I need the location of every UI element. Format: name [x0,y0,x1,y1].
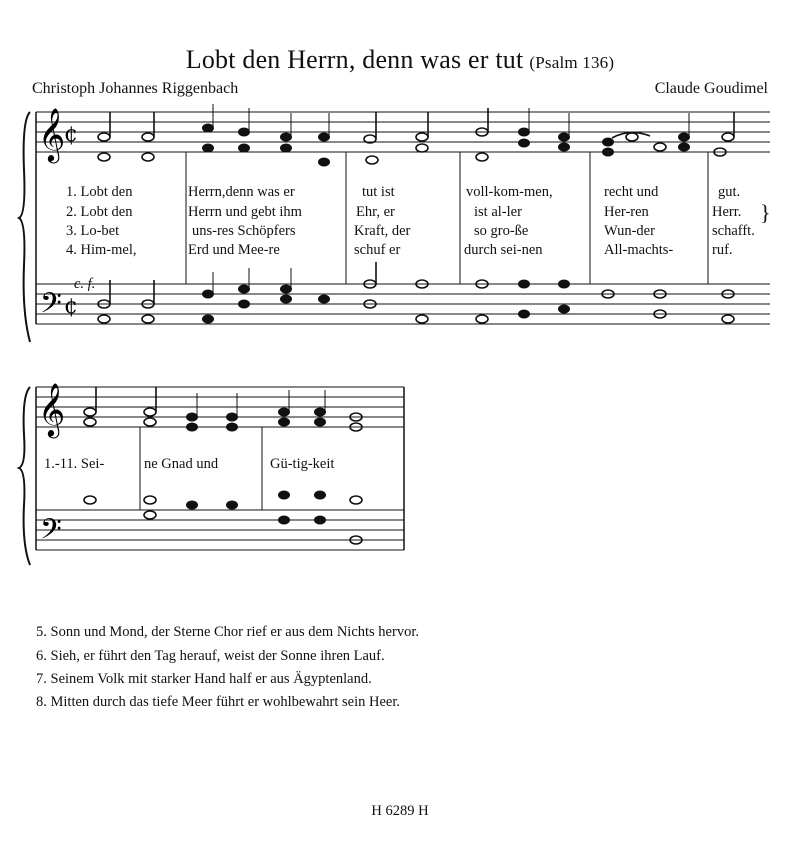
psalm-reference: (Psalm 136) [529,53,615,72]
composer-name: Claude Goudimel [654,80,768,97]
bass-clef-icon: 𝄢 [40,287,62,327]
lyric-cell: Herrn,denn was er [188,184,295,200]
lyric-cell: ist al-ler [474,204,522,220]
extra-verse: 7. Seinem Volk mit starker Hand half er aus Ägyptenland. [36,671,372,687]
lyric-cell: schuf er [354,242,401,258]
lyric-cell: voll-kom-men, [466,184,553,200]
lyric-cell: 3. Lo-bet [66,223,120,239]
bracket-mark: } [760,200,771,225]
lyric-cell: Erd und Mee-re [188,242,280,258]
lyric-cell: All-machts- [604,242,674,258]
treble-staff-1 [36,112,770,152]
extra-verse: 8. Mitten durch das tiefe Meer führt er wohlbewahrt sein Heer. [36,694,400,710]
lyric-cell: 1. Lobt den [66,184,133,200]
lyric-cell: Herr. [712,204,742,220]
catalog-number: H 6289 H [371,803,429,819]
lyric-cell: ruf. [712,242,733,258]
bass-staff-2 [36,510,404,550]
brace-1 [19,112,30,342]
lyric-cell: Her-ren [604,204,649,220]
lyric-cell: durch sei-nen [464,242,543,258]
treble-clef-icon: 𝄞 [38,382,66,436]
treble-staff-2 [36,387,404,427]
treble-clef-icon: 𝄞 [38,107,66,161]
lyric-cell: tut ist [362,184,395,200]
extra-verse: 6. Sieh, er führt den Tag herauf, weist der Sonne ihren Lauf. [36,648,385,664]
lyric-cell: Ehr, er [356,204,395,220]
brace-2 [19,387,30,565]
extra-verse: 5. Sonn und Mond, der Sterne Chor rief er aus dem Nichts hervor. [36,624,419,640]
lyric-cell: schafft. [712,223,755,239]
lyric-cell: 4. Him-mel, [66,242,137,258]
lyric-cell: Herrn und gebt ihm [188,204,302,220]
title-text: Lobt den Herrn, denn was er tut [185,45,524,74]
lyric-cell: Wun-der [604,223,655,239]
cut-time-icon: ¢ [64,294,78,319]
notes-treble-1 [98,104,734,166]
cut-time-icon: ¢ [64,122,78,147]
lyric-cell: ne Gnad und [144,456,219,472]
lyric-cell: so gro-ße [474,223,529,239]
lyric-cell: Kraft, der [354,223,411,239]
bass-clef-icon: 𝄢 [40,513,62,553]
lyric-cell: recht und [604,184,659,200]
lyric-cell: uns-res Schöpfers [192,223,296,239]
lyric-cell: Gü-tig-keit [270,456,335,472]
lyric-cell: 1.-11. Sei- [44,456,105,472]
lyric-cell: gut. [718,184,741,200]
arranger-name: Christoph Johannes Riggenbach [32,80,239,97]
cantus-firmus-mark: c. f. [74,276,96,292]
lyric-cell: 2. Lobt den [66,204,133,220]
